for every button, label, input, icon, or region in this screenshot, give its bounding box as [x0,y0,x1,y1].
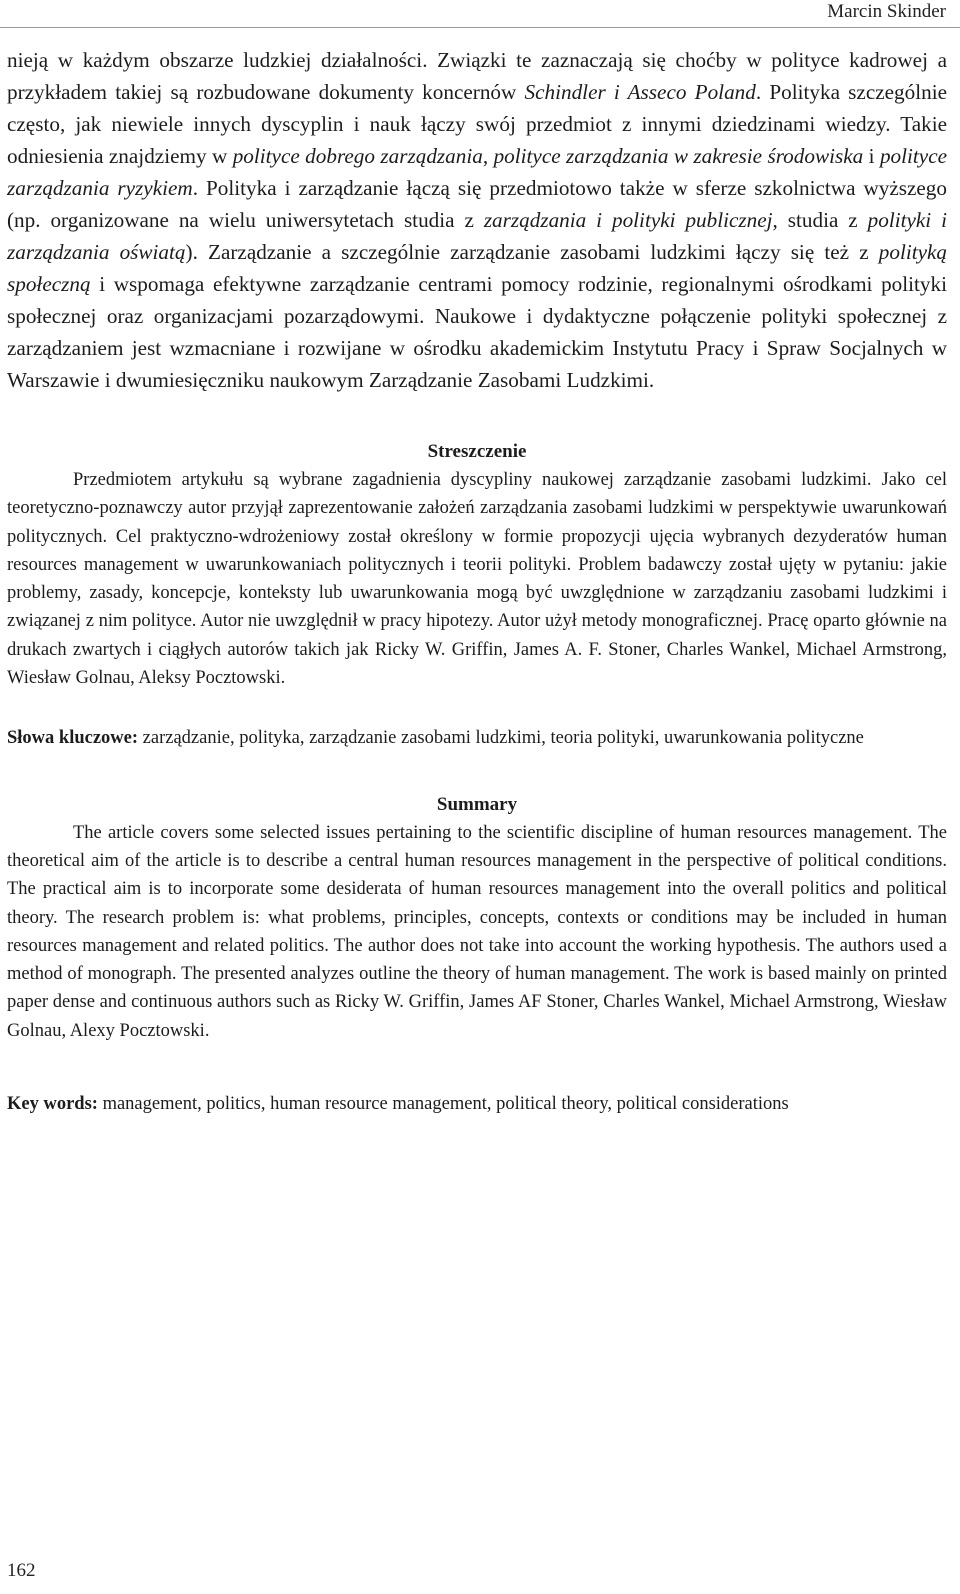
streszczenie-heading: Streszczenie [427,441,527,462]
italic-run: polityce dobrego zarządzania [232,144,483,168]
key-words [7,1090,947,1118]
italic-run: polityką społeczną [7,240,947,296]
summary-heading: Summary [436,793,518,815]
italic-run: Schindler i Asseco Poland [524,80,756,104]
slowa-kluczowe-text: zarządzanie, polityka, zarządzanie zasobami ludzkimi, teoria polityki, uwarunkowania polityczne [138,728,864,749]
text-run: i wspomaga efektywne zarządzanie centrami pomocy rodzinie, regionalnymi ośrodkami polityki społecznej oraz organizacjami pozarządowymi. Naukowe i dydaktyczne połączenie polityki społecznej z zarządzaniem jest wzmacniane i rozwijane w ośrodku akademickim Instytutu Pracy i Spraw Socjalnych w Warszawie i dwumiesięczniku naukowym Zarządzanie Zasobami Ludzkimi. [7,272,947,392]
streszczenie-text: Przedmiotem artykułu są wybrane zagadnienia dyscypliny naukowej zarządzanie zasobami ludzkimi. Jako cel teoretyczno-poznawczy autor przyjął zaprezentowanie założeń zarządzania zasobami ludzkimi w perspektywie uwarunkowań politycznych. Cel praktyczno-wdrożeniowy został określony w formie propozycji ujęcia wybranych dezyderatów human resources management w uwarunkowaniach politycznych i teorii polityki. Problem badawczy został ujęty w pytaniu: jakie problemy, zasady, koncepcje, konteksty lub uwarunkowania mogą być uwzględnione w zarządzaniu zasobami ludzkimi i związanej z nim polityce. Autor nie uwzględnił w pracy hipotezy. Autor użył metody monograficznej. Pracę oparto głównie na drukach zwartych i ciągłych autorów takich jak Ricky W. Griffin, James A. F. Stoner, Charles Wankel, Michael Armstrong, Wiesław Golnau, Aleksy Pocztowski. [7,470,947,689]
italic-run: zarządzania i polityki publicznej [483,208,773,232]
slowa-kluczowe [7,724,947,752]
text-run: nieją w każdym obszarze ludzkiej działalności. Związki te zaznaczają się choćby w polityce kadrowej a przykładem takiej są rozbudowane dokumenty koncernów [7,48,947,104]
italic-run: polityki i zarządzania oświatą [7,208,947,264]
text-run: ). Zarządzanie a szczególnie zarządzanie zasobami ludzkimi łączy się też z [185,240,879,264]
page-number: 162 [7,1560,36,1581]
author-name: Marcin Skinder [827,1,946,22]
text-run: , [482,144,494,168]
text-run: , studia z [772,208,868,232]
slowa-kluczowe-label: Słowa kluczowe: [7,728,139,749]
summary-text: The article covers some selected issues pertaining to the scientific discipline of human resources management. The theoretical aim of the article is to describe a central human resources management in the perspective of political conditions. The practical aim is to incorporate some desiderata of human resources management into the overall politics and political theory. The research problem is: what problems, principles, concepts, contexts or conditions may be included in human resources management and related politics. The author does not take into account the working hypothesis. The authors used a method of monograph. The presented analyzes outline the theory of human management. The work is based mainly on printed paper dense and continuous authors such as Ricky W. Griffin, James AF Stoner, Charles Wankel, Michael Armstrong, Wiesław Golnau, Alexy Pocztowski. [7,822,947,1041]
key-words-label: Key words: [7,1094,98,1115]
key-words-text: management, politics, human resource management, political theory, political considerations [97,1094,789,1115]
page-content [7,44,947,1118]
italic-run: polityce zarządzania w zakresie środowiska [493,144,864,168]
body-paragraph [7,44,947,396]
text-run: . Polityka szczególnie często, jak niewiele innych dyscyplin i nauk łączy swój przedmiot z innymi dziedzinami wiedzy. Takie odniesienia znajdziemy w [7,80,947,168]
running-header [0,0,960,28]
italic-run: polityce zarządzania ryzykiem [7,144,948,200]
text-run: . Polityka i zarządzanie łączą się przedmiotowo także w sferze szkolnictwa wyższego (np. organizowane na wielu uniwersytetach studia z [7,176,947,232]
text-run: i [863,144,880,168]
